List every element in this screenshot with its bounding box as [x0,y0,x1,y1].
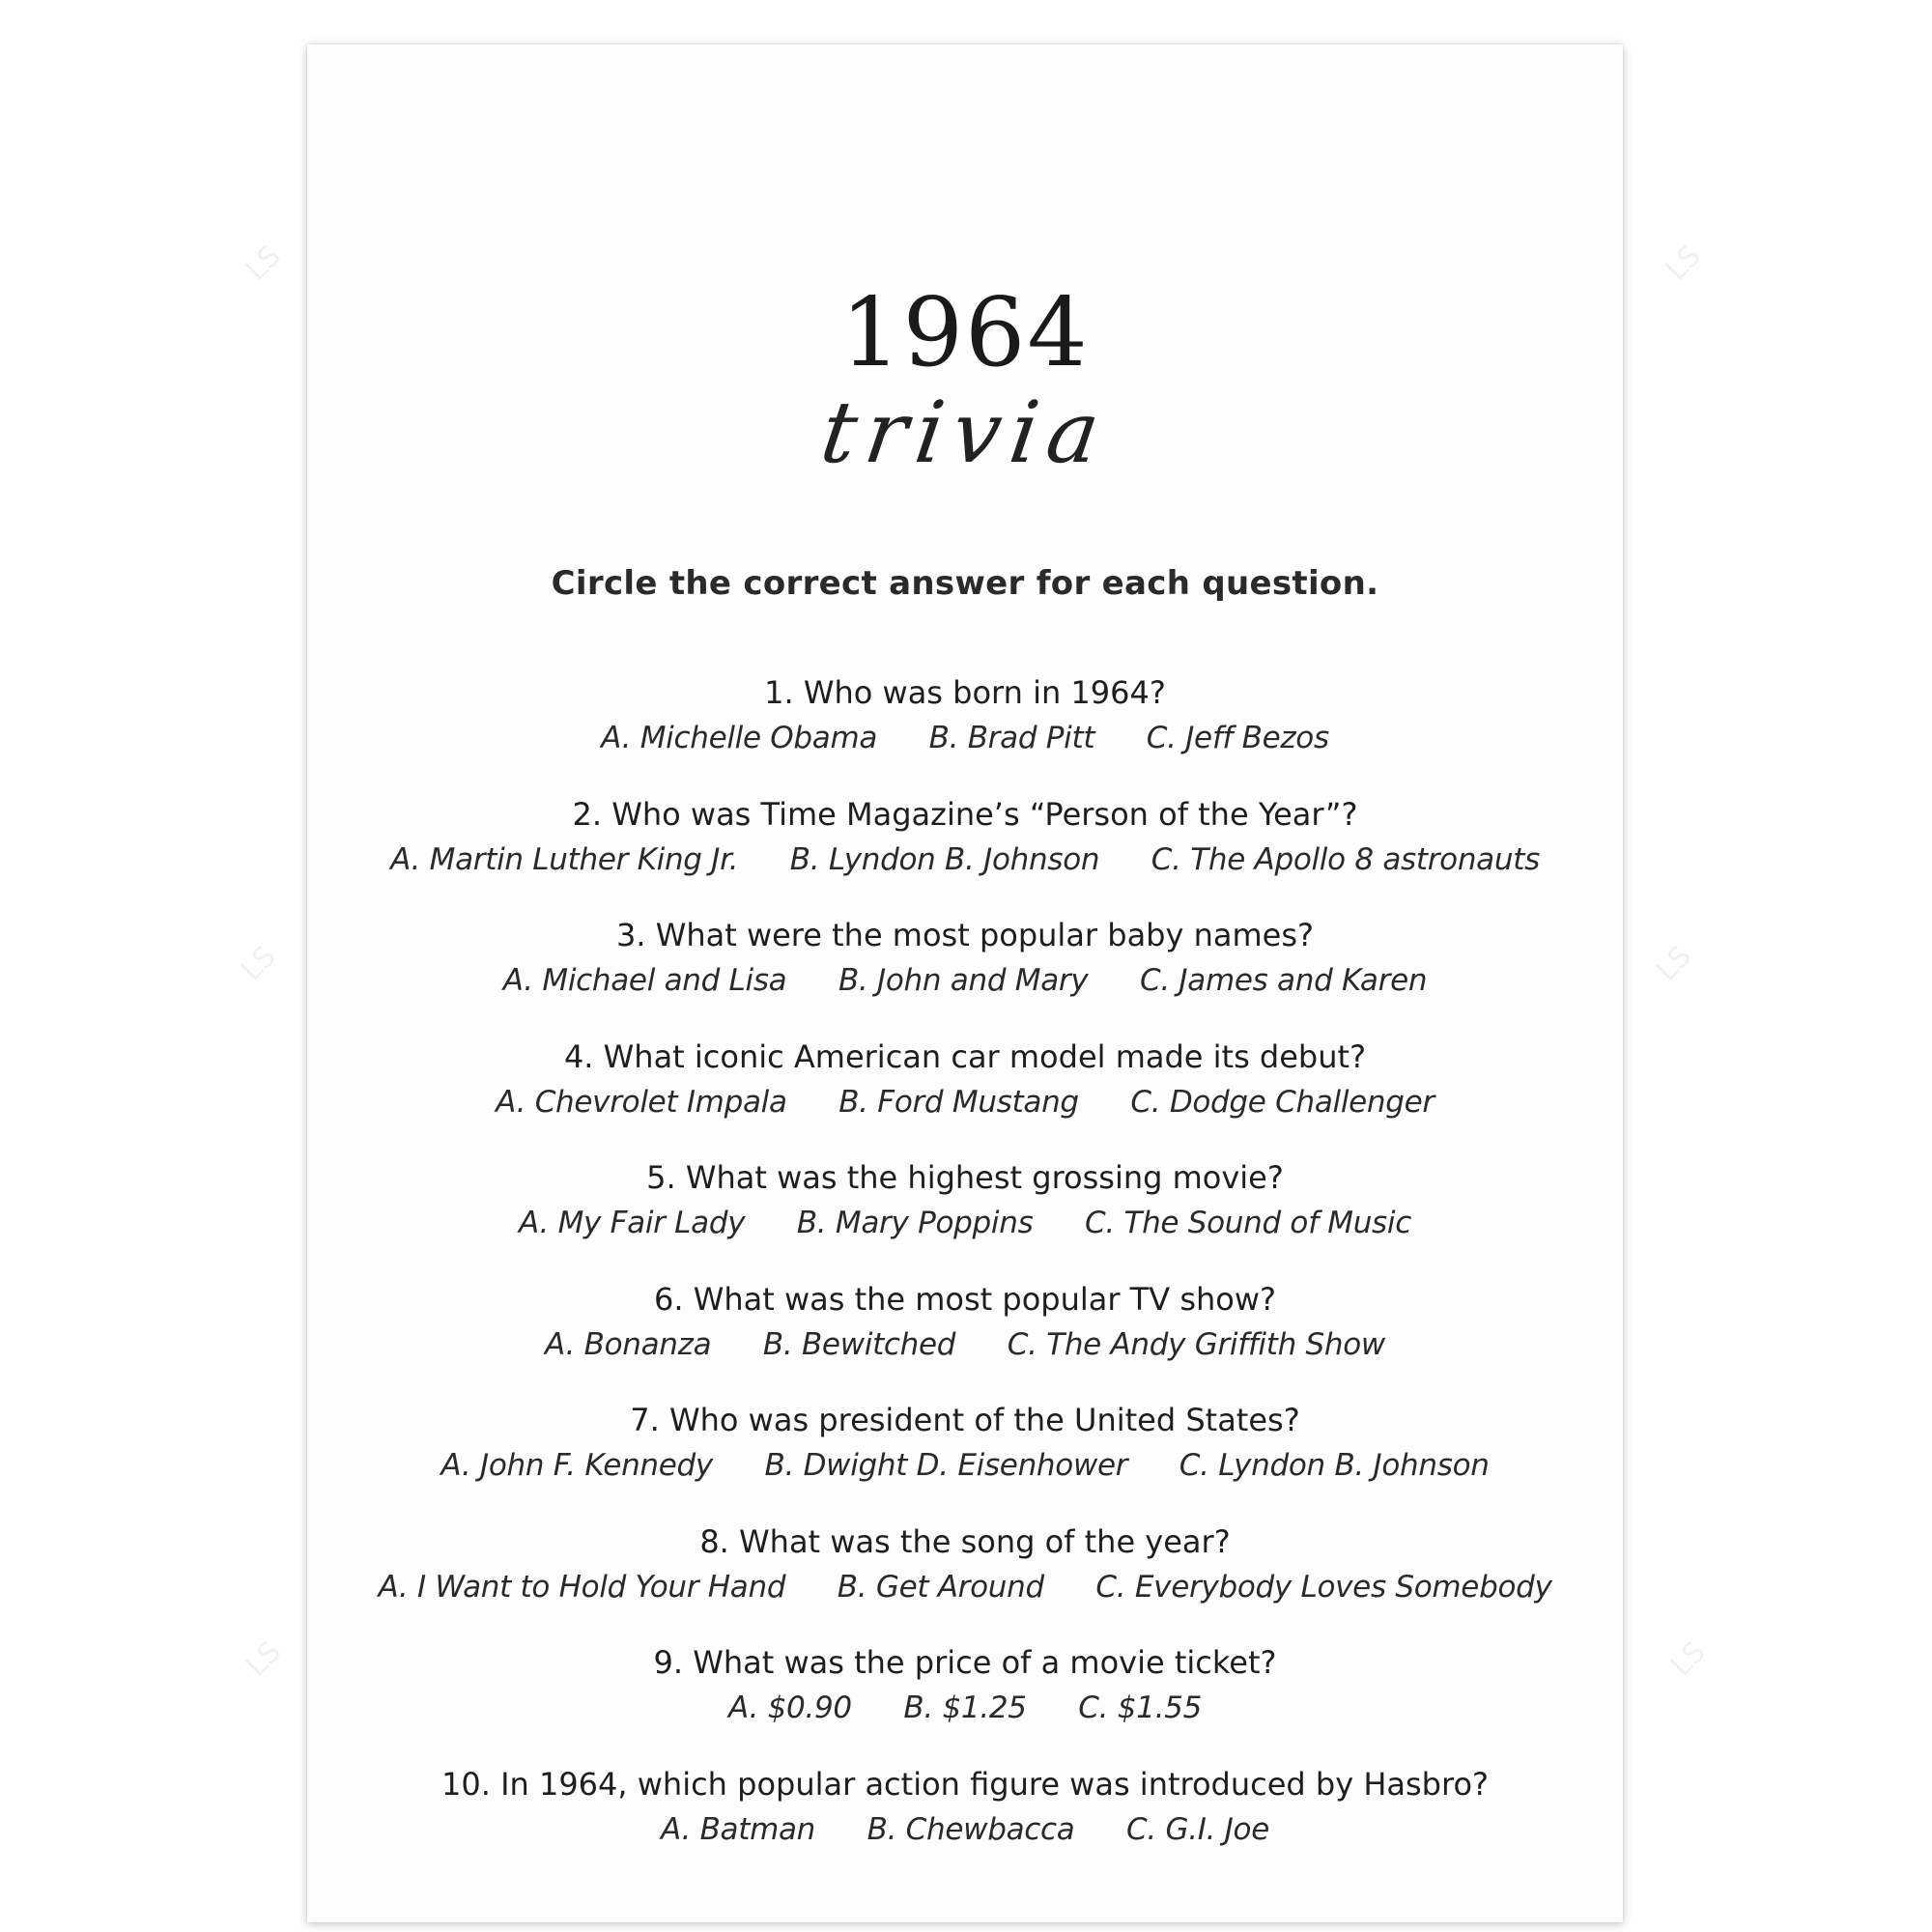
answer-options [307,1079,1623,1125]
question-text: 3. What were the most popular baby names? [615,917,1314,953]
question-text: 10. In 1964, which popular action figure was introduced by Hasbro? [441,1765,1489,1803]
question-text: 4. What iconic American car model made its debut? [563,1037,1367,1075]
answer-option-c[interactable]: C. James and Karen [1139,963,1428,998]
watermark: LS [239,239,288,288]
answer-options [307,1321,1623,1368]
answer-option-b[interactable]: B. Get Around [837,1569,1044,1605]
question-text: 1. Who was born in 1964? [764,674,1166,711]
answer-option-c[interactable]: C. The Apollo 8 astronauts [1151,841,1540,877]
question-item [307,1398,1623,1520]
watermark: LS [1663,1634,1713,1684]
answer-options [307,715,1623,761]
question-text: 9. What was the price of a movie ticket? [653,1644,1277,1681]
answer-option-a[interactable]: A. John F. Kennedy [440,1448,713,1483]
answer-option-c[interactable]: C. The Sound of Music [1085,1206,1411,1240]
answer-option-b[interactable]: B. Bewitched [762,1326,956,1362]
answer-options [307,1200,1623,1246]
question-item [307,792,1623,914]
answer-options [307,1806,1623,1853]
answer-option-c[interactable]: C. $1.55 [1078,1690,1202,1725]
answer-option-c[interactable]: C. Lyndon B. Johnson [1179,1448,1490,1483]
answer-option-b[interactable]: B. $1.25 [903,1690,1027,1725]
answer-option-c[interactable]: C. Dodge Challenger [1130,1084,1435,1120]
question-item [307,670,1623,792]
answer-option-a[interactable]: A. My Fair Lady [519,1206,746,1240]
question-text: 7. Who was president of the United States? [630,1402,1300,1438]
answer-option-c[interactable]: C. Jeff Bezos [1146,721,1329,755]
question-item [307,1155,1623,1277]
answer-options [307,1685,1623,1731]
watermark: LS [1659,239,1708,288]
answer-option-b[interactable]: B. Lyndon B. Johnson [789,841,1100,877]
answer-option-a[interactable]: A. Michelle Obama [601,721,878,755]
answer-option-c[interactable]: C. The Andy Griffith Show [1007,1326,1385,1362]
watermark: LS [234,939,283,988]
question-text: 2. Who was Time Magazine’s “Person of the Year”? [572,795,1358,833]
answer-options [307,1442,1623,1489]
answer-option-b[interactable]: B. Brad Pitt [928,721,1095,755]
answer-option-b[interactable]: B. Chewbacca [867,1811,1075,1847]
answer-option-a[interactable]: A. Martin Luther King Jr. [390,841,739,877]
answer-options [307,1564,1623,1610]
answer-option-b[interactable]: B. Dwight D. Eisenhower [764,1448,1128,1483]
question-item [307,1520,1623,1641]
answer-option-a[interactable]: A. Bonanza [545,1326,712,1362]
instructions: Circle the correct answer for each question. [551,564,1379,603]
trivia-script-subtitle: trivia [814,383,1116,482]
year-title: 1964 [840,278,1090,388]
answer-option-a[interactable]: A. $0.90 [728,1690,852,1725]
question-item [307,913,1623,1035]
answer-option-a[interactable]: A. Batman [660,1811,816,1847]
trivia-card [307,44,1623,1922]
question-list [307,670,1623,1883]
answer-option-b[interactable]: B. John and Mary [838,963,1089,998]
answer-option-c[interactable]: C. G.I. Joe [1126,1811,1269,1847]
question-text: 6. What was the most popular TV show? [653,1280,1276,1318]
question-item [307,1640,1623,1762]
answer-option-c[interactable]: C. Everybody Loves Somebody [1095,1569,1552,1605]
answer-option-a[interactable]: A. I Want to Hold Your Hand [378,1569,786,1605]
question-text: 8. What was the song of the year? [699,1522,1231,1560]
question-item [307,1762,1623,1884]
answer-option-b[interactable]: B. Ford Mustang [838,1084,1079,1120]
question-item [307,1035,1623,1156]
answer-option-b[interactable]: B. Mary Poppins [796,1206,1034,1240]
answer-option-a[interactable]: A. Michael and Lisa [502,963,787,998]
answer-options [307,837,1623,883]
answer-option-a[interactable]: A. Chevrolet Impala [496,1084,787,1120]
question-text: 5. What was the highest grossing movie? [646,1159,1284,1196]
answer-options [307,957,1623,1004]
watermark: LS [239,1634,288,1684]
question-item [307,1277,1623,1399]
watermark: LS [1649,939,1698,988]
